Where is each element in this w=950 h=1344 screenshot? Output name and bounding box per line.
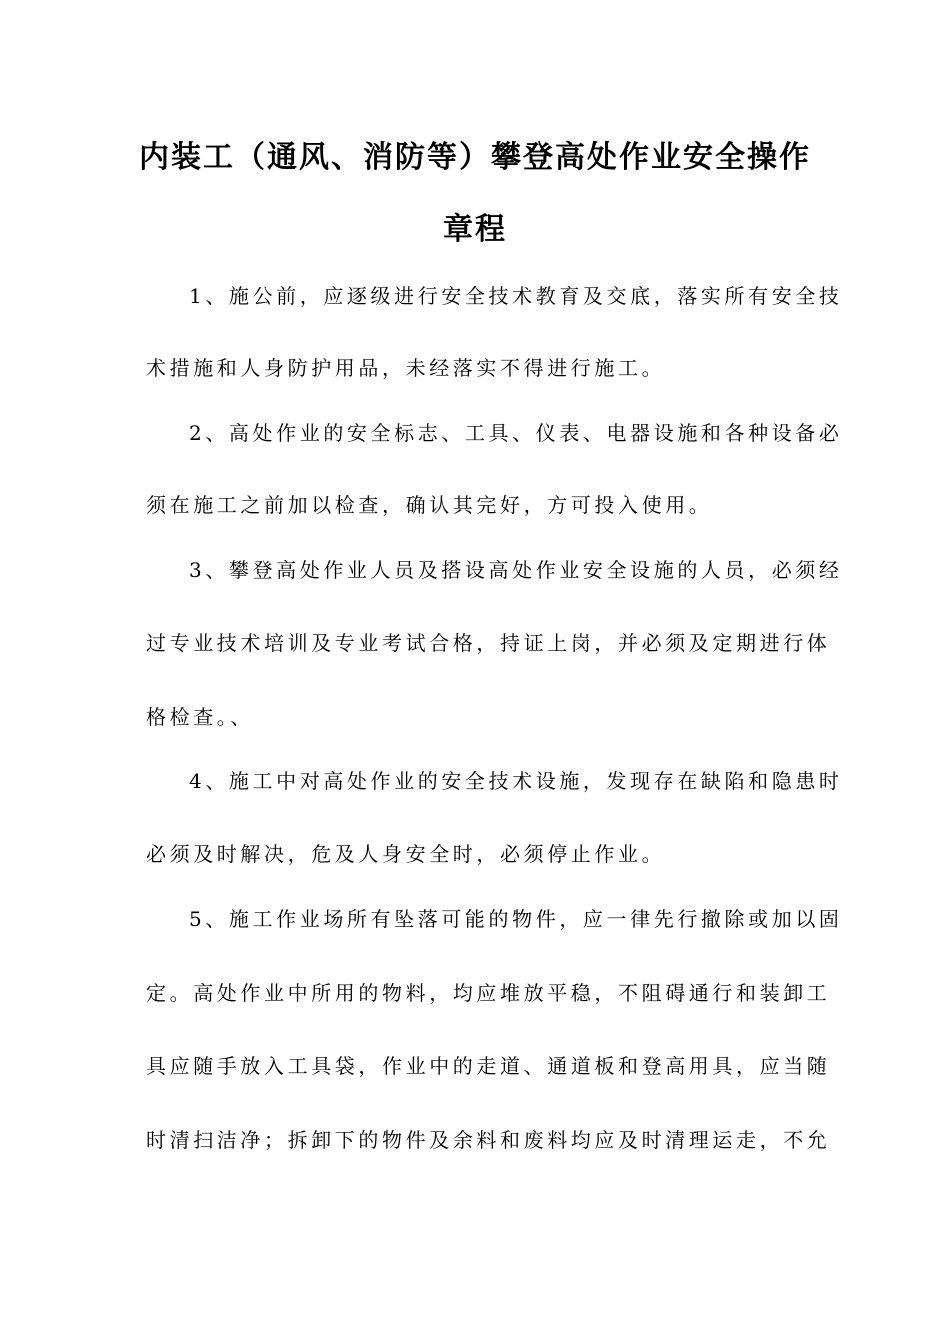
- document-title-line-1: 内装工（通风、消防等）攀登高处作业安全操作: [139, 140, 811, 175]
- paragraph-1-line-1: 1、施公前，应逐级进行安全技术教育及交底，落实所有安全技: [189, 284, 843, 308]
- paragraph-5-line-3: 具应随手放入工具袋，作业中的走道、通道板和登高用具，应当随: [146, 1054, 831, 1078]
- paragraph-3-line-2: 过专业技术培训及专业考试合格，持证上岗，并必须及定期进行体: [146, 631, 831, 655]
- paragraph-5-line-1: 5、施工作业场所有坠落可能的物件，应一律先行撤除或加以固: [189, 907, 843, 931]
- paragraph-5-line-2: 定。高处作业中所用的物料，均应堆放平稳，不阻碍通行和装卸工: [146, 981, 831, 1005]
- paragraph-1-line-2: 术措施和人身防护用品，未经落实不得进行施工。: [146, 356, 666, 380]
- paragraph-4-line-2: 必须及时解决，危及人身安全时，必须停止作业。: [146, 842, 666, 866]
- paragraph-2-line-1: 2、高处作业的安全标志、工具、仪表、电器设施和各种设备必: [189, 421, 843, 445]
- paragraph-3-line-1: 3、攀登高处作业人员及搭设高处作业安全设施的人员，必须经: [189, 558, 843, 582]
- paragraph-4-line-1: 4、施工中对高处作业的安全技术设施，发现存在缺陷和隐患时: [189, 769, 843, 793]
- paragraph-5-line-4: 时清扫洁净；拆卸下的物件及余料和废料均应及时清理运走，不允: [146, 1128, 831, 1152]
- document-title-line-2: 章程: [443, 212, 507, 247]
- paragraph-2-line-2: 须在施工之前加以检查，确认其完好，方可投入使用。: [146, 493, 713, 517]
- paragraph-3-line-3: 格检查。、: [146, 705, 254, 729]
